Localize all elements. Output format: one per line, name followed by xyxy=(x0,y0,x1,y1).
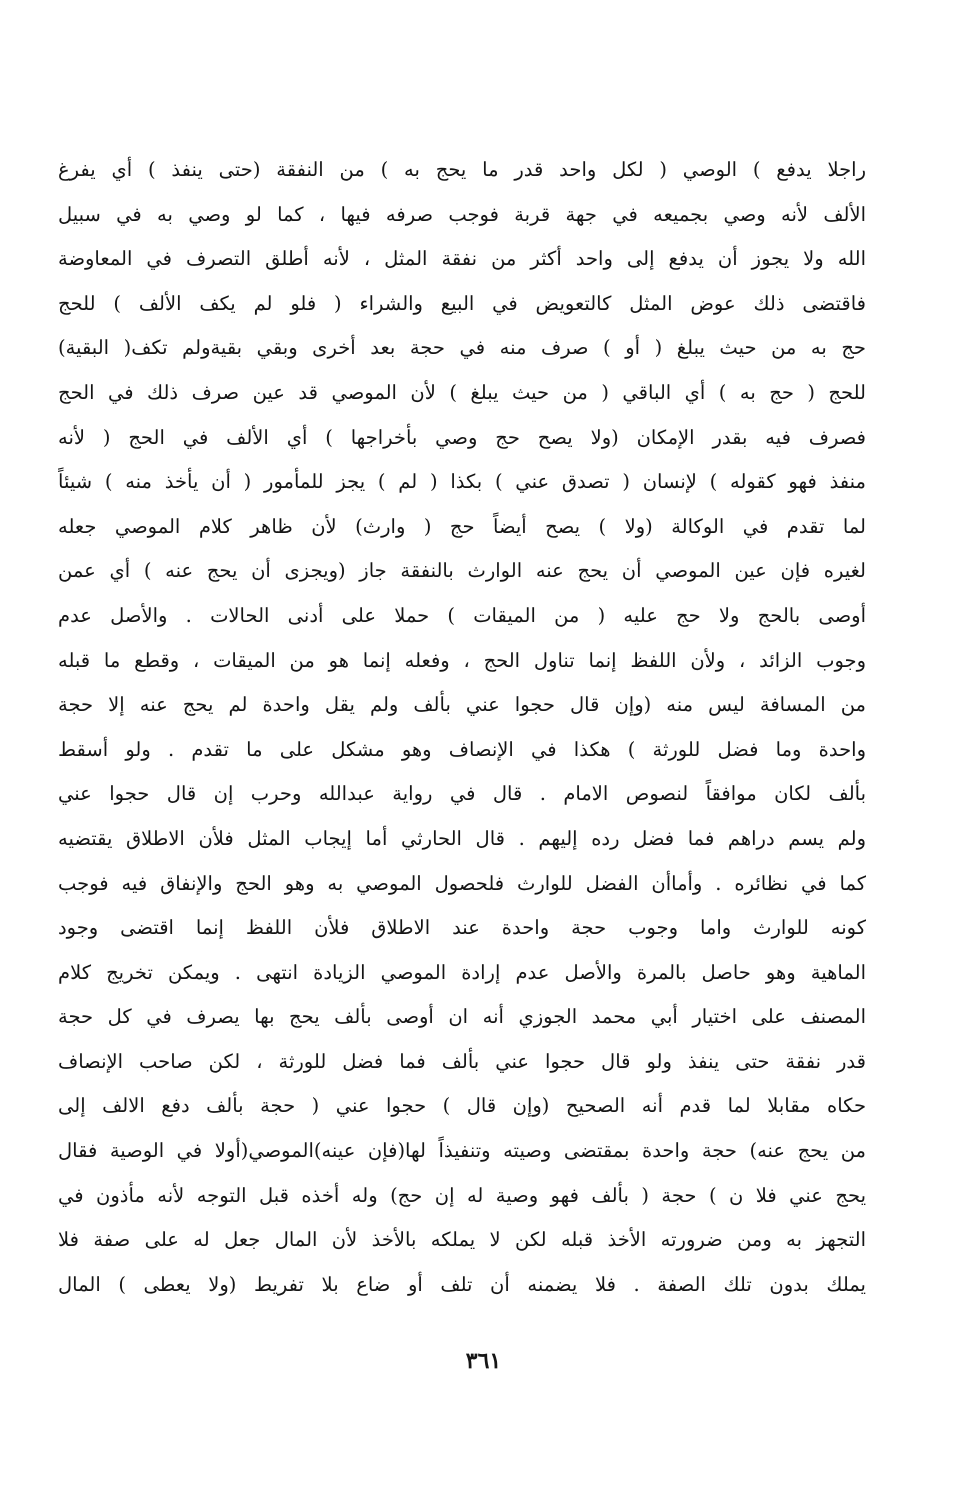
text-line: قدر نفقة حتى ينفذ ولو قال حجوا عني بألف فما فضل للورثة ، لكن صاحب الإنصاف xyxy=(58,1049,866,1073)
text-line: من المسافة ليس منه (وإن قال حجوا عني بألف ولم يقل واحدة لم يحج عنه إلا حجة xyxy=(58,693,866,717)
text-line: منفذ فهو كقوله ) لإنسان ( تصدق عني ) بكذا ( لم ) يجز للمأمور ( أن يأخذ منه ) شيئاً xyxy=(58,470,866,494)
text-line: الماهية وهو حاصل بالمرة والأصل عدم إرادة الموصي الزيادة انتهى . ويمكن تخريج كلام xyxy=(58,960,866,984)
text-line: حج به من حيث يبلغ ( أو ) صرف منه في حجة بعد أخرى وبقي بقيةولم تكف( البقية) xyxy=(58,336,866,360)
text-line: المصنف على اختيار أبي محمد الجوزي أنه ان أوصى بألف يحج بها يصرف في كل حجة xyxy=(58,1005,866,1029)
text-line: لما تقدم في الوكالة (ولا ) يصح أيضاً حج ( وارث) لأن ظاهر كلام الموصي جعله xyxy=(58,514,866,538)
text-line: بألف لكان موافقاً لنصوص الامام . قال في رواية عبدالله وحرب إن قال حجوا عني xyxy=(58,782,866,806)
text-line: لغيره فإن عين الموصي أن يحج عنه الوارث بالنفقة جاز (ويجزى أن يحج عنه ) أي عمن xyxy=(58,559,866,583)
text-line: وجوب الزائد ، ولأن اللفظ إنما تناول الحج ، وفعله إنما هو من الميقات ، وقطع ما قبله xyxy=(58,648,866,672)
text-line: الألف لأنه وصي بجميعه في جهة قربة فوجب صرفه فيها ، كما لو وصي به في سبيل xyxy=(58,202,866,226)
text-line: أوصى بالحج ولا حج عليه ( من الميقات ) حملا على أدنى الحالات . والأصل عدم xyxy=(58,603,866,627)
text-line: فصرف فيه بقدر الإمكان (ولا يصح حج وصي بأخراجها ) أي الألف في الحج ( لأنه xyxy=(58,425,866,449)
page-number: ٣٦١ xyxy=(465,1348,502,1374)
text-line: للحج ( حج به ) أي الباقي ( من حيث يبلغ ) لأن الموصي قد عين صرف ذلك في الحج xyxy=(58,380,866,404)
text-line: راجلا يدفع ) الوصي ( لكل واحد قدر ما يحج به ) من النفقة (حتى ينفذ ) أي يفرغ xyxy=(58,158,866,181)
text-line: كما في نظائره . وأماأن الفضل للوارث فلحصول الموصي به وهو الحج والإنفاق فيه فوجب xyxy=(58,871,866,895)
text-line: يحج عني فلا ن ) حجة ( بألف فهو وصية له إن حج) وله أخذه قبل التوجه لأنه مأذون في xyxy=(58,1183,866,1207)
text-line: من يحج عنه) حجة واحدة بمقتضى وصيته وتنفيذاً لها(فإن عينه)الموصي(أولا في الوصية فقال xyxy=(58,1139,866,1163)
text-line: التجهز به ومن ضرورته الأخذ قبله لكن لا يملكه بالأخذ لأن المال جعل له على صفة فلا xyxy=(58,1228,866,1252)
body-text xyxy=(58,148,866,1307)
text-line: كونه للوارث واما وجوب حجة واحدة عند الاطلاق فلأن اللفظ إنما اقتضى وجود xyxy=(58,916,866,940)
text-line: فاقتضى ذلك عوض المثل كالتعويض في البيع والشراء ( فلو لم يكف الألف ) للحج xyxy=(58,291,866,315)
text-line: الله ولا يجوز أن يدفع إلى واحد أكثر من نفقة المثل ، لأنه أطلق التصرف في المعاوضة xyxy=(58,247,866,271)
text-line: ولم يسم دراهم فما فضل رده إليهم . قال الحارثي أما إيجاب المثل فلأن الاطلاق يقتضيه xyxy=(58,826,866,850)
text-line: حكاه مقابلا لما قدم أنه الصحيح (وإن قال ) حجوا عني ( حجة بألف دفع الالف إلى xyxy=(58,1094,866,1118)
text-line: يملك بدون تلك الصفة . فلا يضمنه أن تلف أو ضاع بلا تفريط (ولا يعطى ) المال xyxy=(58,1272,866,1296)
text-line: واحدة وما فضل للورثة ) هكذا في الإنصاف وهو مشكل على ما تقدم . ولو أسقط xyxy=(58,737,866,761)
